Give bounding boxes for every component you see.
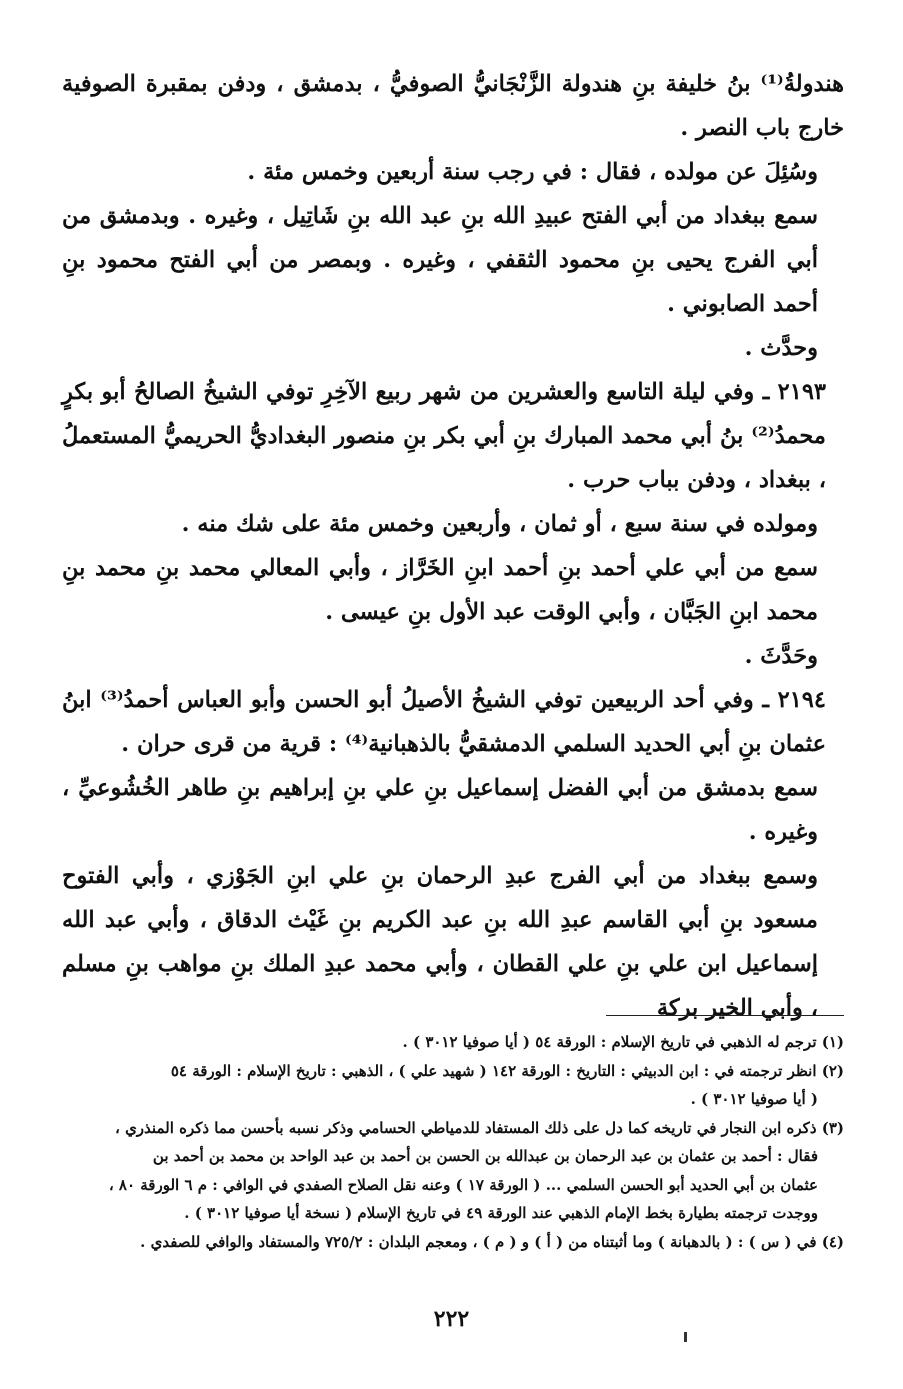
footnote-2: (٢) انظر ترجمته في : ابن الدبيثي : التاريخ : الورقة ١٤٢ ( شهيد علي ) ، الذهبي : تاريخ الإسلام : الورقة ٥٤ (170, 1061, 844, 1080)
paragraph: هندولةُ⁽¹⁾ بنُ خليفة بنِ هندولة الزَّنْجَانيُّ الصوفيُّ ، بدمشق ، ودفن بمقبرة الصوفية خارج باب النصر . (62, 71, 844, 141)
entry-number: ٢١٩٤ ـ (762, 687, 826, 713)
paragraph: وسُئِلَ عن مولده ، فقال : في رجب سنة أربعين وخمس مئة . (247, 159, 818, 185)
footnote-separator (606, 1015, 844, 1016)
paragraph: وسمع ببغداد من أبي الفرج عبدِ الرحمان بنِ علي ابنِ الجَوْزي ، وأبي الفتوح مسعود بنِ أبي القاسم عبدِ الله بنِ عبد الكريم بنِ غَيْث الدقاق ، وأبي عبد الله إسماعيل ابن علي بنِ علي القطان ، وأبي محمد عبدِ الملك بنِ مواهب بنِ مسلم ، وأبي الخير بركة (62, 863, 818, 1021)
entry-2193 (62, 370, 844, 502)
entry-text: وفي أحد الربيعين توفي الشيخُ الأصيلُ أبو الحسن وأبو العباس أحمدُ⁽³⁾ ابنُ عثمان بنِ أبي الحديد السلمي الدمشقيُّ بالذهبانية⁽⁴⁾ : قرية من قرى حران . (62, 687, 826, 757)
paragraph: ومولده في سنة سبع ، أو ثمان ، وأربعين وخمس مئة على شك منه . (181, 511, 818, 537)
footnote-3: (٣) ذكره ابن النجار في تاريخه كما دل على ذلك المستفاد للدمياطي الحسامي وذكر نسبه بأحسن مما ذكره المنذري ، (115, 1118, 844, 1137)
main-text (62, 62, 844, 1030)
entry-2194 (62, 678, 844, 766)
paragraph: سمع من أبي علي أحمد بنِ أحمد ابنِ الخَرَّاز ، وأبي المعالي محمد بنِ محمد بنِ محمد ابنِ الجَبَّان ، وأبي الوقت عبد الأول بنِ عيسى . (62, 555, 818, 625)
footnote-2-continuation: ( أيا صوفيا ٣٠١٢ ) . (690, 1090, 818, 1108)
footnotes (62, 1028, 844, 1256)
page-number: ٢٢٢ (433, 1306, 470, 1332)
footnote-3-continuation: عثمان بن أبي الحديد أبو الحسن السلمي ... ( الورقة ١٧ ) وعنه نقل الصلاح الصفدي في الوافي : م ٦ الورقة ٨٠ ، (108, 1175, 818, 1194)
footnote-3-continuation: فقال : أحمد بن عثمان بن عبد الرحمان بن عبدالله بن الحسن بن أحمد بن عبد الواحد بن محمد بن أحمد بن (152, 1147, 818, 1165)
footnote-3-continuation: ووجدت ترجمته بطيارة بخط الإمام الذهبي عند الورقة ٤٩ في تاريخ الإسلام ( نسخة أيا صوفيا ٣٠١٢ ) . (184, 1204, 818, 1222)
print-mark (684, 1332, 687, 1342)
entry-text: وفي ليلة التاسع والعشرين من شهر ربيع الآخِرِ توفي الشيخُ الصالحُ أبو بكرٍ محمدُ⁽²⁾ بنُ أبي محمد المبارك بنِ أبي بكر بنِ منصور البغداديُّ الحريميُّ المستعملُ ، ببغداد ، ودفن بباب حرب . (62, 379, 826, 493)
entry-number: ٢١٩٣ ـ (762, 379, 826, 405)
footnote-4: (٤) في ( س ) : ( بالدهبانة ) وما أثبتناه من ( أ ) و ( م ) ، ومعجم البلدان : ٧٢٥/٢ والمستفاد والوافي للصفدي . (140, 1232, 844, 1251)
paragraph: وحدَّث . (744, 335, 818, 361)
footnote-1: (١) ترجم له الذهبي في تاريخ الإسلام : الورقة ٥٤ ( أيا صوفيا ٣٠١٢ ) . (402, 1033, 844, 1051)
paragraph: سمع ببغداد من أبي الفتح عبيدِ الله بنِ عبد الله بنِ شَاتِيل ، وغيره . وبدمشق من أبي الفرج يحيى بنِ محمود الثقفي ، وغيره . وبمصر من أبي الفتح محمود بنِ أحمد الصابوني . (62, 203, 818, 317)
paragraph: سمع بدمشق من أبي الفضل إسماعيل بنِ علي بنِ إبراهيم بنِ طاهر الخُشُوعيِّ ، وغيره . (62, 775, 818, 845)
paragraph: وحَدَّثَ . (744, 643, 818, 669)
